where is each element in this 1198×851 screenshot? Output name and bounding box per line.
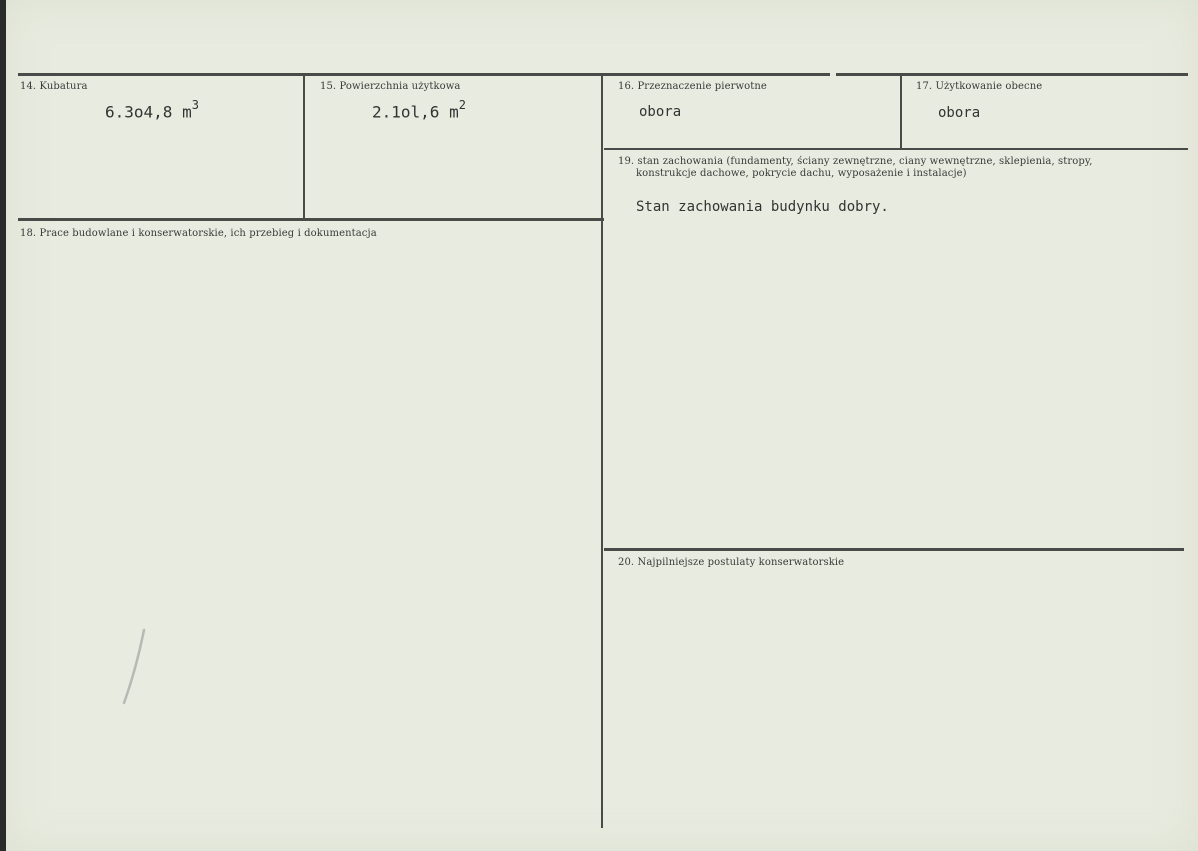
divider-main	[601, 76, 603, 828]
field-16-value: obora	[639, 104, 682, 120]
field-14-label: 14. Kubatura	[20, 81, 88, 92]
rule-19-bottom	[604, 548, 1184, 551]
field-20-label: 20. Najpilniejsze postulaty konserwatorskie	[618, 557, 845, 568]
field-19-value: Stan zachowania budynku dobry.	[636, 199, 889, 215]
divider-14-15	[303, 76, 305, 218]
field-14-value-text: 6.3o4,8 m	[105, 102, 192, 122]
field-19-label-line2: konstrukcje dachowe, pokrycie dachu, wyposażenie i instalacje)	[636, 168, 967, 179]
pencil-mark	[118, 625, 148, 710]
field-15-value	[372, 100, 466, 121]
field-18-label: 18. Prace budowlane i konserwatorskie, ich przebieg i dokumentacja	[20, 228, 377, 239]
field-16-label: 16. Przeznaczenie pierwotne	[618, 81, 767, 92]
field-15-label: 15. Powierzchnia użytkowa	[320, 81, 461, 92]
field-15-unit-sup: 2	[458, 98, 466, 112]
top-rule-right	[836, 73, 1188, 76]
top-rule-mid	[608, 73, 830, 76]
field-19-label-line1: 19. stan zachowania (fundamenty, ściany zewnętrzne, ciany wewnętrzne, sklepienia, stropy,	[618, 156, 1093, 167]
field-17-label: 17. Użytkowanie obecne	[916, 81, 1043, 92]
top-rule-left	[18, 73, 608, 76]
field-14-value	[105, 100, 199, 121]
rule-14-15-bottom	[18, 218, 604, 221]
record-card	[6, 0, 1198, 851]
divider-16-17	[900, 76, 902, 148]
rule-16-17-bottom	[604, 148, 1188, 150]
field-14-unit-sup: 3	[191, 98, 199, 112]
field-17-value: obora	[938, 105, 981, 121]
field-15-value-text: 2.1ol,6 m	[372, 102, 459, 122]
pencil-mark-stroke	[124, 630, 144, 703]
